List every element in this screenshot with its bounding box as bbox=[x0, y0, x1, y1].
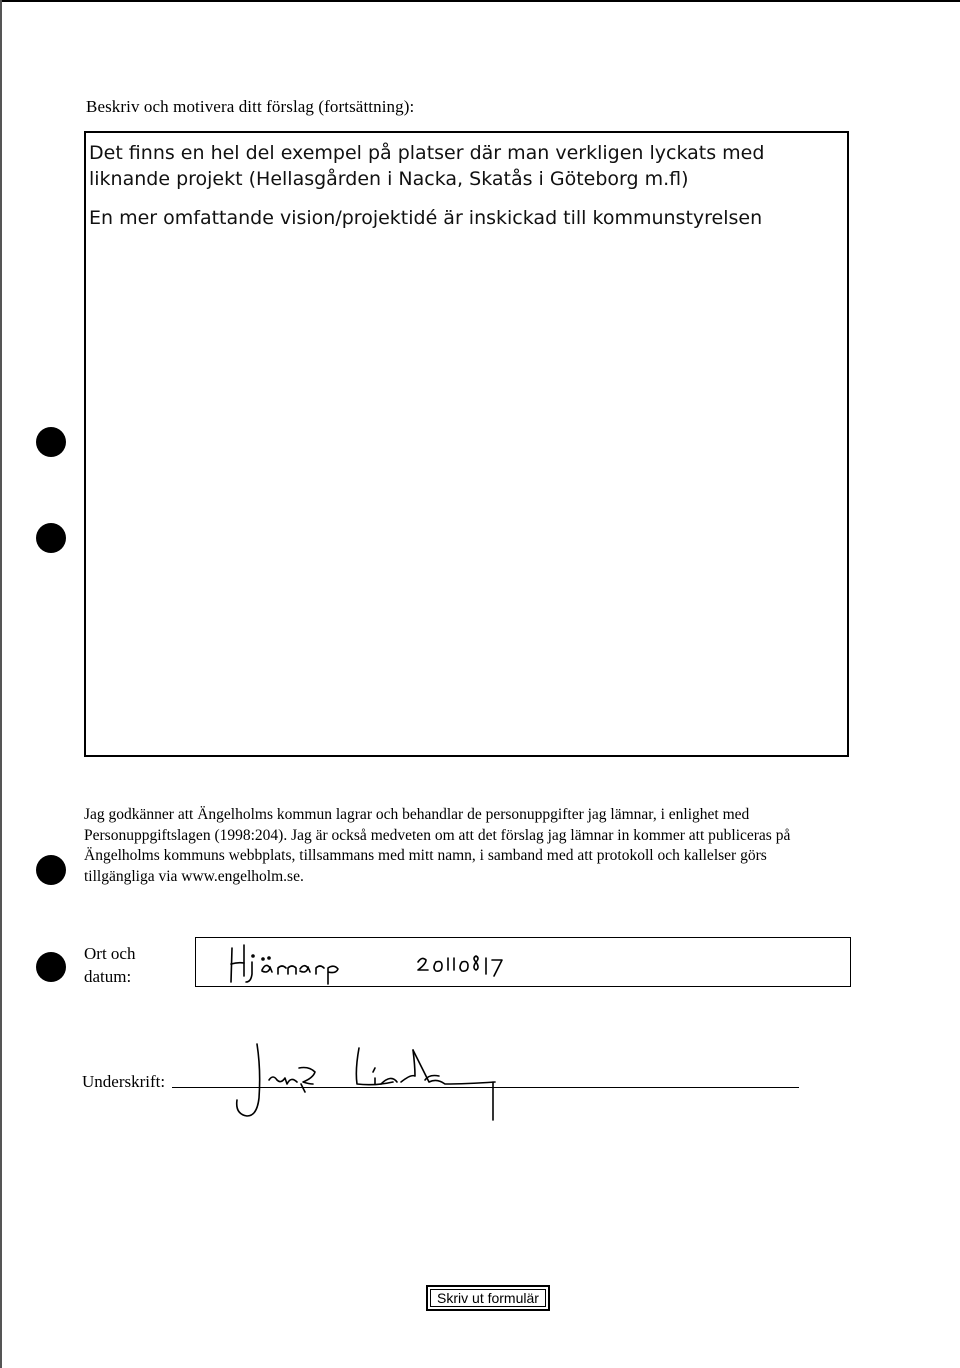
page-left-edge bbox=[0, 0, 2, 1368]
punch-hole bbox=[36, 427, 66, 457]
section-heading: Beskriv och motivera ditt förslag (fortsättning): bbox=[86, 97, 415, 116]
description-paragraph-2: En mer omfattande vision/projektidé är inskickad till kommunstyrelsen bbox=[89, 207, 763, 229]
punch-hole bbox=[36, 523, 66, 553]
place-date-field[interactable] bbox=[195, 937, 851, 987]
punch-hole bbox=[36, 855, 66, 885]
description-paragraph-1: Det finns en hel del exempel på platser där man verkligen lyckats med liknande projekt (Hellasgården i Nacka, Skatås i Göteborg m.fl) bbox=[89, 142, 765, 190]
description-textarea[interactable] bbox=[84, 131, 849, 757]
print-form-button[interactable]: Skriv ut formulär bbox=[426, 1285, 550, 1311]
place-date-handwriting bbox=[196, 938, 852, 988]
signature-image bbox=[225, 1030, 525, 1130]
signature-label: Underskrift: bbox=[82, 1072, 166, 1091]
consent-text: Jag godkänner att Ängelholms kommun lagrar och behandlar de personuppgifter jag lämnar, i enlighet med Personuppgiftslagen (1998:204). Jag är också medveten om att det förslag jag lämnar in kommer att publiceras på Ängelholms kommuns webbplats, tillsammans med mitt namn, i samband med att protokoll och kallelser görs tillgängliga via www.engelholm.se. bbox=[84, 806, 791, 885]
page-top-edge bbox=[0, 0, 960, 2]
punch-hole bbox=[36, 952, 66, 982]
place-date-label bbox=[84, 942, 135, 988]
place-date-label-line-2: datum: bbox=[84, 967, 132, 986]
place-date-label-line-1: Ort och bbox=[84, 944, 136, 963]
